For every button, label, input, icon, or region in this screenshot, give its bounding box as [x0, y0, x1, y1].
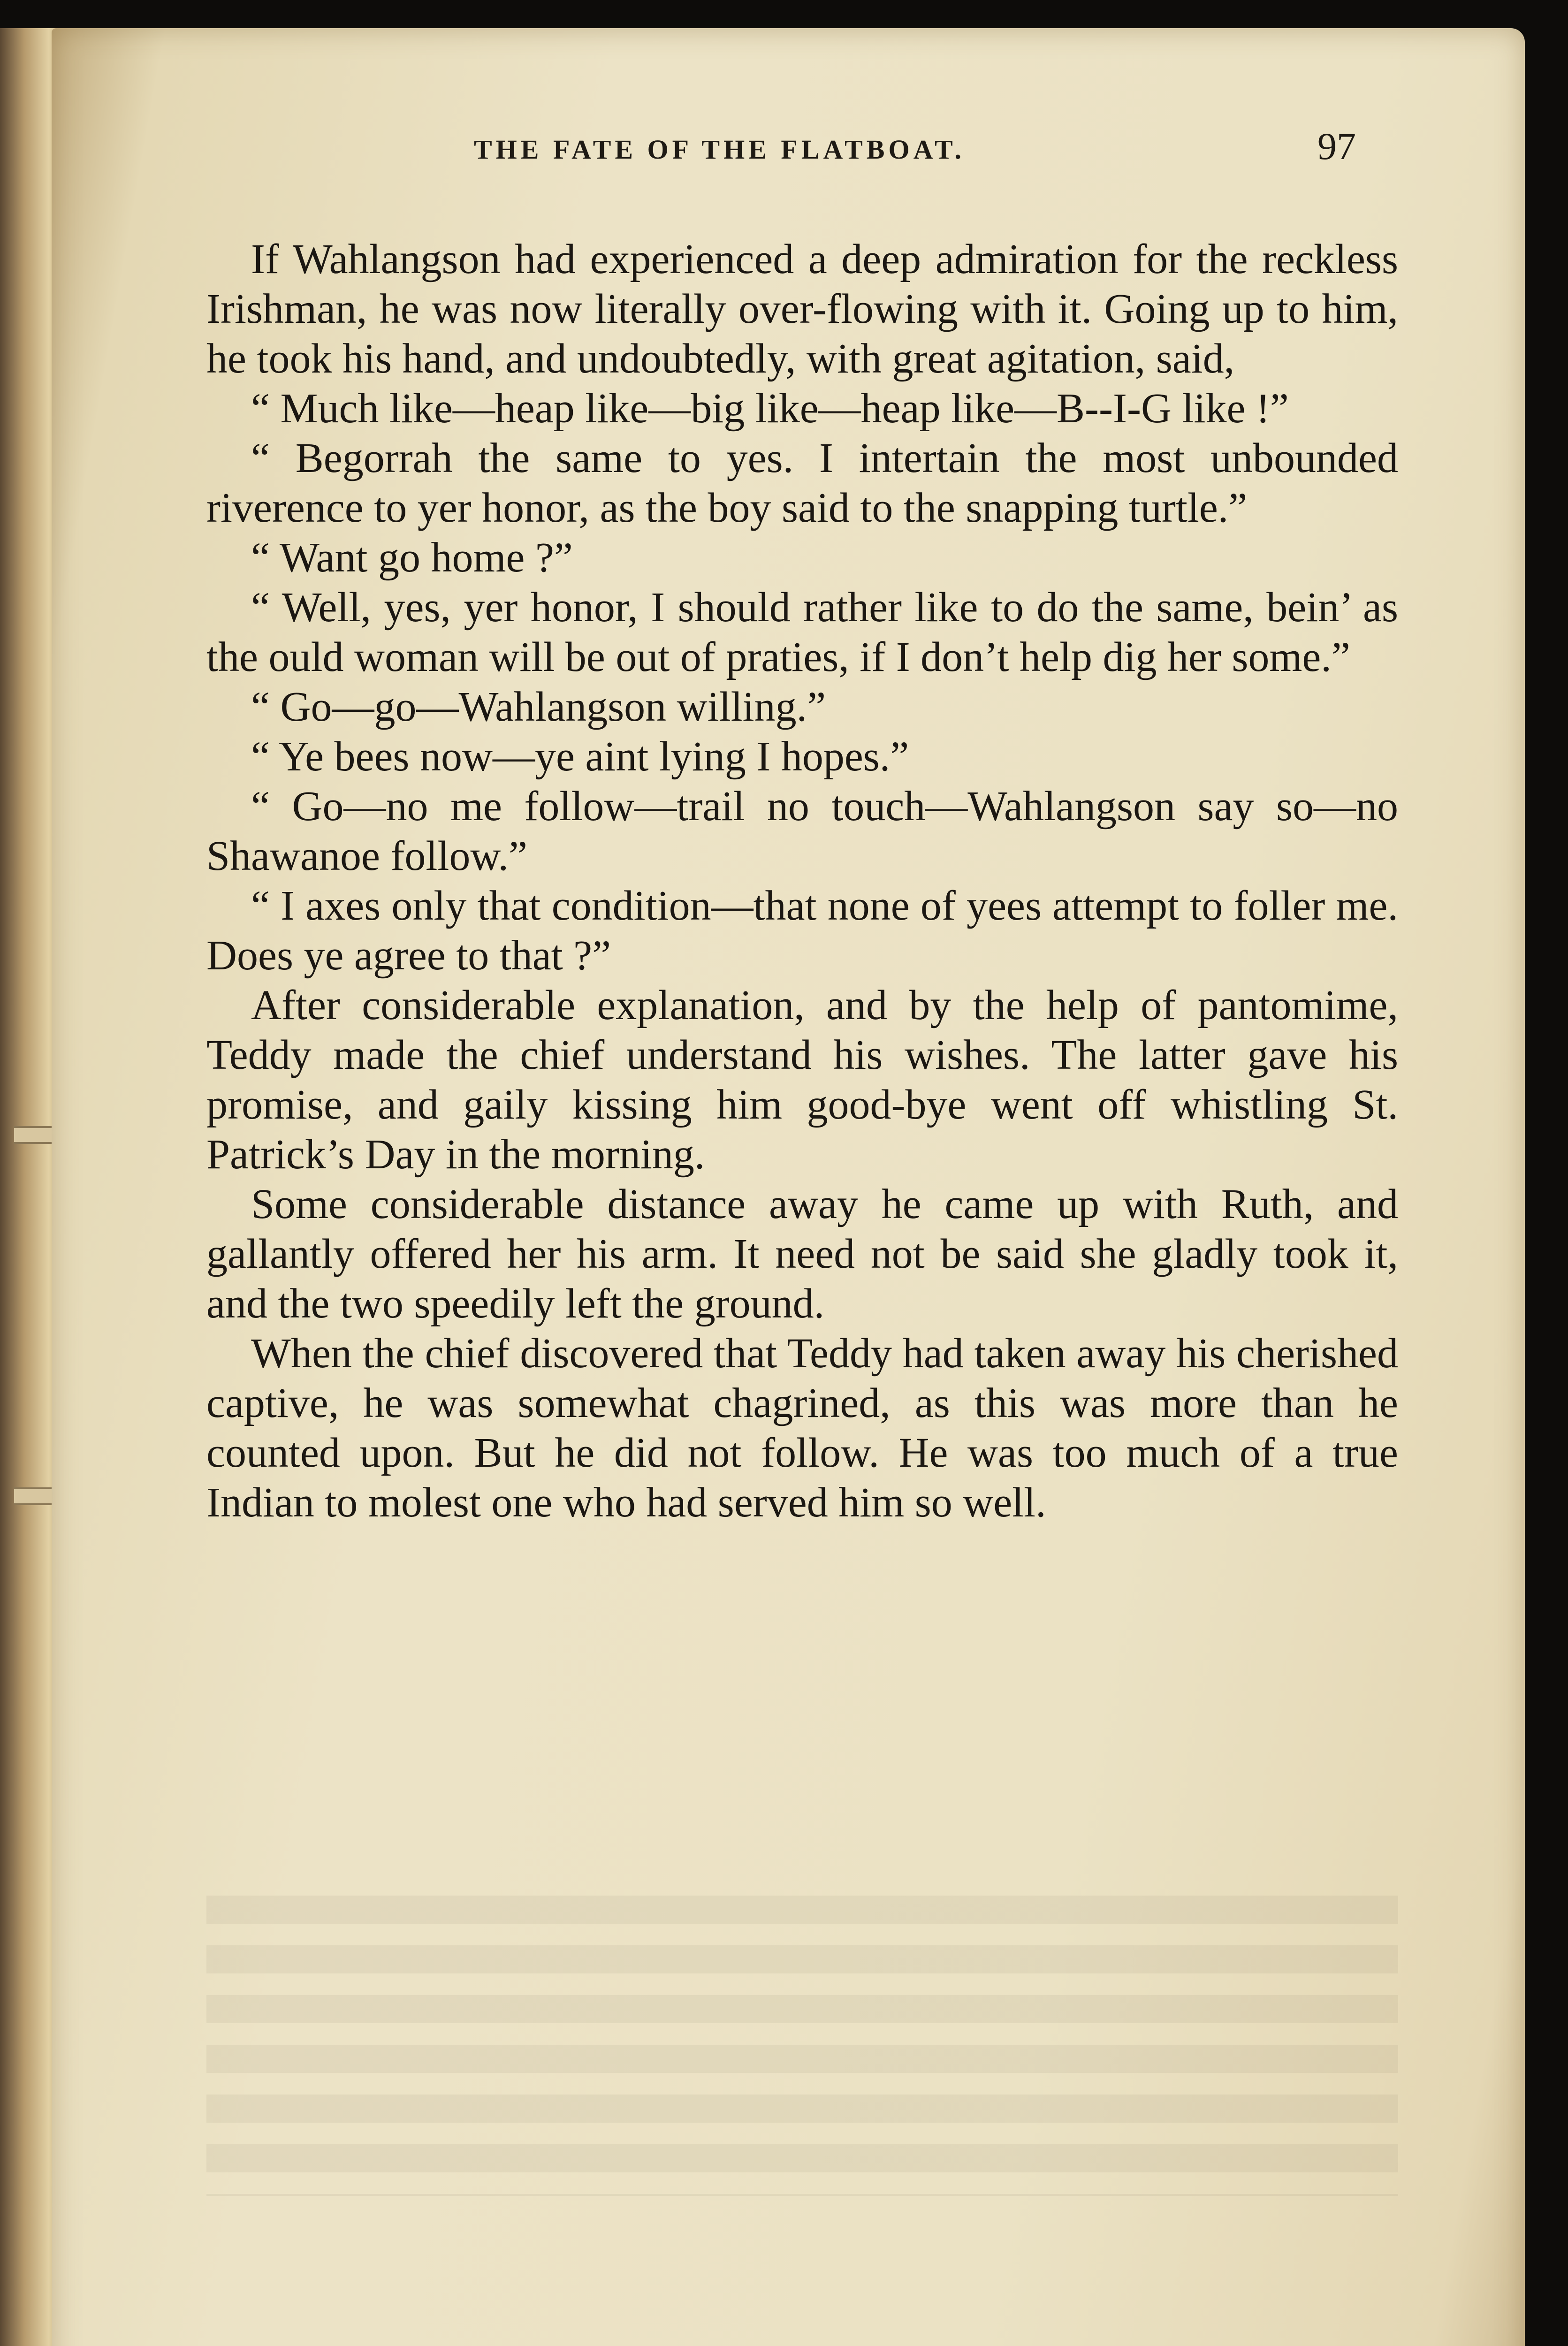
paragraph: “ Ye bees now—ye aint lying I hopes.” [251, 733, 909, 780]
paragraph: “ Go—go—Wahlangson willing.” [251, 684, 826, 730]
paragraph: “ I axes only that condition—that none of yees attempt to foller me. Does ye agree to that ?” [206, 883, 1398, 979]
paragraph: “ Want go home ?” [251, 534, 573, 581]
paragraph: “ Much like—heap like—big like—heap like—B--I-G like !” [251, 385, 1289, 432]
paragraph: Some considerable distance away he came up with Ruth, and gallantly offered her his arm. It need not be said she gladly took it, and the two speedily left the ground. [206, 1181, 1398, 1327]
paragraph: When the chief discovered that Teddy had taken away his cherished captive, he was somewhat chagrined, as this was more than he counted upon. But he did not follow. He was too much of a true Indian to molest one who had served him so well. [206, 1330, 1398, 1526]
body-text [206, 235, 1398, 1528]
paragraph: “ Well, yes, yer honor, I should rather like to do the same, bein’ as the ould woman will be out of praties, if I don’t help dig her some.” [206, 584, 1398, 680]
paragraph: “ Go—no me follow—trail no touch—Wahlangson say so—no Shawanoe follow.” [206, 783, 1398, 879]
running-head: THE FATE OF THE FLATBOAT. [474, 134, 966, 165]
paragraph: “ Begorrah the same to yes. I intertain the most unbounded riverence to yer honor, as the boy said to the snapping turtle.” [206, 435, 1398, 531]
page-number: 97 [1317, 125, 1356, 168]
paragraph: After considerable explanation, and by the help of pantomime, Teddy made the chief understand his wishes. The latter gave his promise, and gaily kissing him good-bye went off whistling St. Patrick’s Day in the morning. [206, 982, 1398, 1178]
bleed-through-text [206, 1896, 1398, 2196]
paragraph: If Wahlangson had experienced a deep admiration for the reckless Irishman, he was now literally over-flowing with it. Going up to him, he took his hand, and undoubtedly, with great agitation, said, [206, 236, 1398, 382]
book-page [52, 28, 1525, 2346]
